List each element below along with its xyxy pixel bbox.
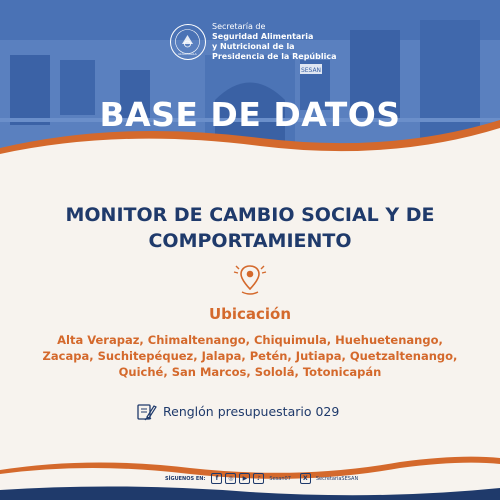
location-list-line-2: Zacapa, Suchitepéquez, Jalapa, Petén, Jutiapa, Quetzaltenango, <box>42 349 458 363</box>
budget-line <box>135 400 339 422</box>
coat-of-arms-icon <box>170 24 206 60</box>
org-name <box>212 22 336 62</box>
follow-label: SÍGUENOS EN: <box>165 475 206 482</box>
x-twitter-icon[interactable]: X <box>300 473 311 484</box>
social-bar <box>165 473 364 484</box>
location-list-line-3: Quiché, San Marcos, Sololá, Totonicapán <box>118 365 382 379</box>
page-title: BASE DE DATOS <box>99 95 401 134</box>
social-handle-2[interactable]: SecretariaSESAN <box>315 475 359 482</box>
org-line-2: Seguridad Alimentaria <box>212 32 314 41</box>
signing-hand-icon <box>135 400 157 422</box>
seal-text: GUATEMALA <box>178 52 197 56</box>
location-list-line-1: Alta Verapaz, Chimaltenango, Chiquimula, Huehuetenango, <box>57 333 443 347</box>
building-sign-text: SESAN <box>300 67 322 74</box>
main-heading-line-1: MONITOR DE CAMBIO SOCIAL Y DE <box>65 204 435 226</box>
location-list <box>25 332 475 380</box>
location-label: Ubicación <box>208 305 292 323</box>
org-line-1: Secretaría de <box>212 22 266 31</box>
location-pin-icon <box>230 262 270 296</box>
main-heading <box>20 202 480 254</box>
instagram-icon[interactable]: ◎ <box>225 473 236 484</box>
main-heading-line-2: COMPORTAMIENTO <box>148 230 352 252</box>
social-handle-1[interactable]: Sesan07 <box>269 475 291 482</box>
facebook-icon[interactable]: f <box>211 473 222 484</box>
sesan-logo <box>170 22 336 62</box>
youtube-icon[interactable]: ▶ <box>239 473 250 484</box>
tiktok-icon[interactable]: ♪ <box>253 473 264 484</box>
header-wave-divider <box>0 120 500 200</box>
org-line-3: y Nutricional de la <box>212 42 295 51</box>
budget-line-text: Renglón presupuestario 029 <box>163 403 340 419</box>
org-line-4: Presidencia de la República <box>212 52 337 61</box>
